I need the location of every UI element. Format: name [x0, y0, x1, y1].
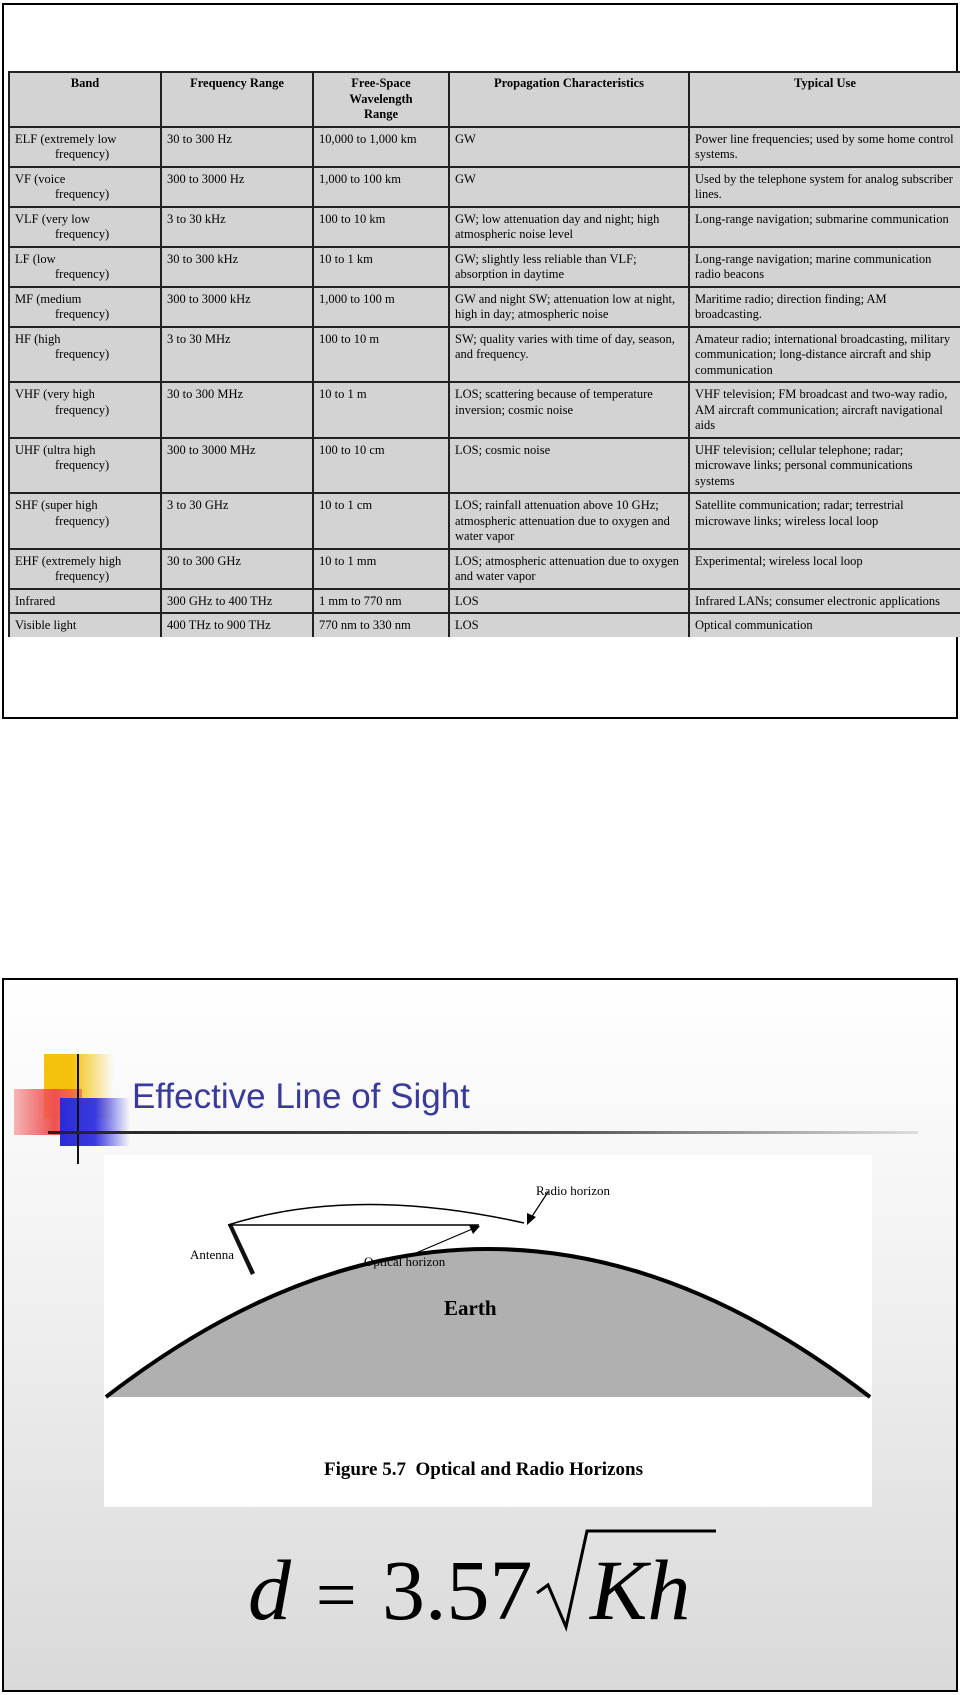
table-row	[9, 127, 960, 167]
band-name-line: MF (medium	[15, 291, 82, 306]
table-row	[9, 613, 960, 637]
radio-horizon-arrowhead	[527, 1213, 536, 1225]
cell-propagation: GW; low attenuation day and night; high atmospheric noise level	[449, 207, 689, 247]
band-name-continuation: frequency)	[55, 267, 110, 281]
formula-radicand: Kh	[590, 1542, 691, 1638]
cell-wavelength-range: 10 to 1 m	[313, 382, 449, 438]
label-antenna: Antenna	[190, 1247, 235, 1262]
table-row	[9, 438, 960, 494]
formula-coefficient: 3.57	[382, 1542, 533, 1638]
cell-band	[9, 438, 161, 494]
formula-d: d	[248, 1542, 291, 1638]
cell-propagation: SW; quality varies with time of day, season, and frequency.	[449, 327, 689, 383]
cell-band	[9, 207, 161, 247]
cell-band	[9, 493, 161, 549]
table-row	[9, 493, 960, 549]
cell-propagation: LOS; scattering because of temperature inversion; cosmic noise	[449, 382, 689, 438]
cell-wavelength-range: 770 nm to 330 nm	[313, 613, 449, 637]
cell-band: Infrared	[9, 589, 161, 614]
cell-propagation: LOS; atmospheric attenuation due to oxygen and water vapor	[449, 549, 689, 589]
cell-propagation: LOS; cosmic noise	[449, 438, 689, 494]
band-name-line: UHF (ultra high	[15, 442, 96, 457]
cell-wavelength-range: 10 to 1 km	[313, 247, 449, 287]
band-name-line: SHF (super high	[15, 498, 98, 512]
band-name-continuation: frequency)	[55, 458, 110, 472]
cell-propagation: GW and night SW; attenuation low at night, high in day; atmospheric noise	[449, 287, 689, 327]
cell-frequency-range: 300 to 3000 kHz	[161, 287, 313, 327]
band-name-line: LF (low	[15, 251, 56, 266]
table-row	[9, 207, 960, 247]
table-row	[9, 589, 960, 614]
cell-typical-use: Used by the telephone system for analog subscriber lines.	[689, 167, 960, 207]
band-name-continuation: frequency)	[55, 147, 110, 161]
header-typical-use: Typical Use	[689, 72, 960, 127]
table-row	[9, 167, 960, 207]
horizon-formula	[4, 1523, 958, 1643]
slide-effective-line-of-sight	[2, 978, 958, 1692]
cell-frequency-range: 3 to 30 kHz	[161, 207, 313, 247]
cell-propagation: GW	[449, 167, 689, 207]
cell-typical-use: Amateur radio; international broadcasting, military communication; long-distance aircraft and ship communication	[689, 327, 960, 383]
figure-caption: Figure 5.7 Optical and Radio Horizons	[324, 1459, 643, 1480]
band-name-continuation: frequency)	[55, 347, 110, 361]
cell-band	[9, 287, 161, 327]
table-row	[9, 549, 960, 589]
band-name-continuation: frequency)	[55, 187, 110, 201]
cell-frequency-range: 300 GHz to 400 THz	[161, 589, 313, 614]
cell-propagation: GW	[449, 127, 689, 167]
band-name-continuation: frequency)	[55, 402, 110, 417]
cell-typical-use: Infrared LANs; consumer electronic applications	[689, 589, 960, 614]
cell-wavelength-range: 100 to 10 km	[313, 207, 449, 247]
band-name-line: VLF (very low	[15, 211, 90, 226]
cell-typical-use: UHF television; cellular telephone; radar; microwave links; personal communications systems	[689, 438, 960, 494]
cell-frequency-range: 3 to 30 GHz	[161, 493, 313, 549]
header-wavelength-range	[313, 72, 449, 127]
cell-band: Visible light	[9, 613, 161, 637]
cell-typical-use: Long-range navigation; submarine communication	[689, 207, 960, 247]
cell-wavelength-range: 100 to 10 cm	[313, 438, 449, 494]
band-name-continuation: frequency)	[55, 513, 110, 528]
cell-wavelength-range: 10 to 1 mm	[313, 549, 449, 589]
horizon-diagram	[104, 1155, 872, 1507]
cell-typical-use: Satellite communication; radar; terrestrial microwave links; wireless local loop	[689, 493, 960, 549]
band-name-line: VF (voice	[15, 171, 66, 186]
cell-typical-use: Long-range navigation; marine communication radio beacons	[689, 247, 960, 287]
formula-equals: =	[316, 1555, 357, 1635]
cell-typical-use: Experimental; wireless local loop	[689, 549, 960, 589]
cell-wavelength-range: 100 to 10 m	[313, 327, 449, 383]
cell-propagation: LOS	[449, 589, 689, 614]
cell-typical-use: Optical communication	[689, 613, 960, 637]
label-optical-horizon: Optical horizon	[364, 1254, 446, 1269]
cell-propagation: GW; slightly less reliable than VLF; absorption in daytime	[449, 247, 689, 287]
cell-propagation: LOS; rainfall attenuation above 10 GHz; atmospheric attenuation due to oxygen and water vapor	[449, 493, 689, 549]
table-row	[9, 382, 960, 438]
header-frequency-range: Frequency Range	[161, 72, 313, 127]
header-band: Band	[9, 72, 161, 127]
band-name-continuation: frequency)	[55, 569, 110, 583]
cell-band	[9, 247, 161, 287]
cell-frequency-range: 30 to 300 kHz	[161, 247, 313, 287]
cell-band	[9, 549, 161, 589]
frequency-band-table	[8, 71, 960, 637]
band-name-line: VHF (very high	[15, 387, 95, 401]
header-propagation: Propagation Characteristics	[449, 72, 689, 127]
horizon-figure	[104, 1155, 872, 1507]
cell-wavelength-range: 10,000 to 1,000 km	[313, 127, 449, 167]
decor-squares	[14, 1054, 134, 1164]
cell-typical-use: Maritime radio; direction finding; AM broadcasting.	[689, 287, 960, 327]
slide-frequency-bands	[2, 3, 958, 719]
cell-wavelength-range: 1,000 to 100 m	[313, 287, 449, 327]
table-body	[9, 127, 960, 637]
title-underline	[48, 1131, 918, 1134]
label-radio-horizon: Radio horizon	[536, 1183, 611, 1198]
cell-band	[9, 127, 161, 167]
cell-frequency-range: 30 to 300 GHz	[161, 549, 313, 589]
cell-frequency-range: 400 THz to 900 THz	[161, 613, 313, 637]
cell-frequency-range: 300 to 3000 Hz	[161, 167, 313, 207]
table-row	[9, 287, 960, 327]
header-wavelength-text: Free-Space Wavelength Range	[349, 76, 413, 121]
cell-wavelength-range: 1,000 to 100 km	[313, 167, 449, 207]
table-row	[9, 247, 960, 287]
cell-typical-use: Power line frequencies; used by some home control systems.	[689, 127, 960, 167]
cell-frequency-range: 3 to 30 MHz	[161, 327, 313, 383]
decor-vertical-line	[77, 1054, 79, 1164]
band-name-line: EHF (extremely high	[15, 553, 122, 568]
cell-wavelength-range: 1 mm to 770 nm	[313, 589, 449, 614]
band-name-line: HF (high	[15, 331, 61, 346]
band-name-line: ELF (extremely low	[15, 131, 117, 146]
table-header-row	[9, 72, 960, 127]
cell-band	[9, 382, 161, 438]
cell-typical-use: VHF television; FM broadcast and two-way radio, AM aircraft communication; aircraft navigational aids	[689, 382, 960, 438]
cell-propagation: LOS	[449, 613, 689, 637]
band-name-continuation: frequency)	[55, 307, 110, 321]
cell-frequency-range: 30 to 300 MHz	[161, 382, 313, 438]
band-name-continuation: frequency)	[55, 227, 110, 241]
cell-wavelength-range: 10 to 1 cm	[313, 493, 449, 549]
decor-blue-square	[60, 1098, 130, 1146]
cell-band	[9, 167, 161, 207]
radio-path	[228, 1204, 524, 1225]
cell-frequency-range: 300 to 3000 MHz	[161, 438, 313, 494]
table-row	[9, 327, 960, 383]
cell-frequency-range: 30 to 300 Hz	[161, 127, 313, 167]
slide-title: Effective Line of Sight	[132, 1077, 470, 1116]
label-earth: Earth	[444, 1296, 497, 1320]
cell-band	[9, 327, 161, 383]
